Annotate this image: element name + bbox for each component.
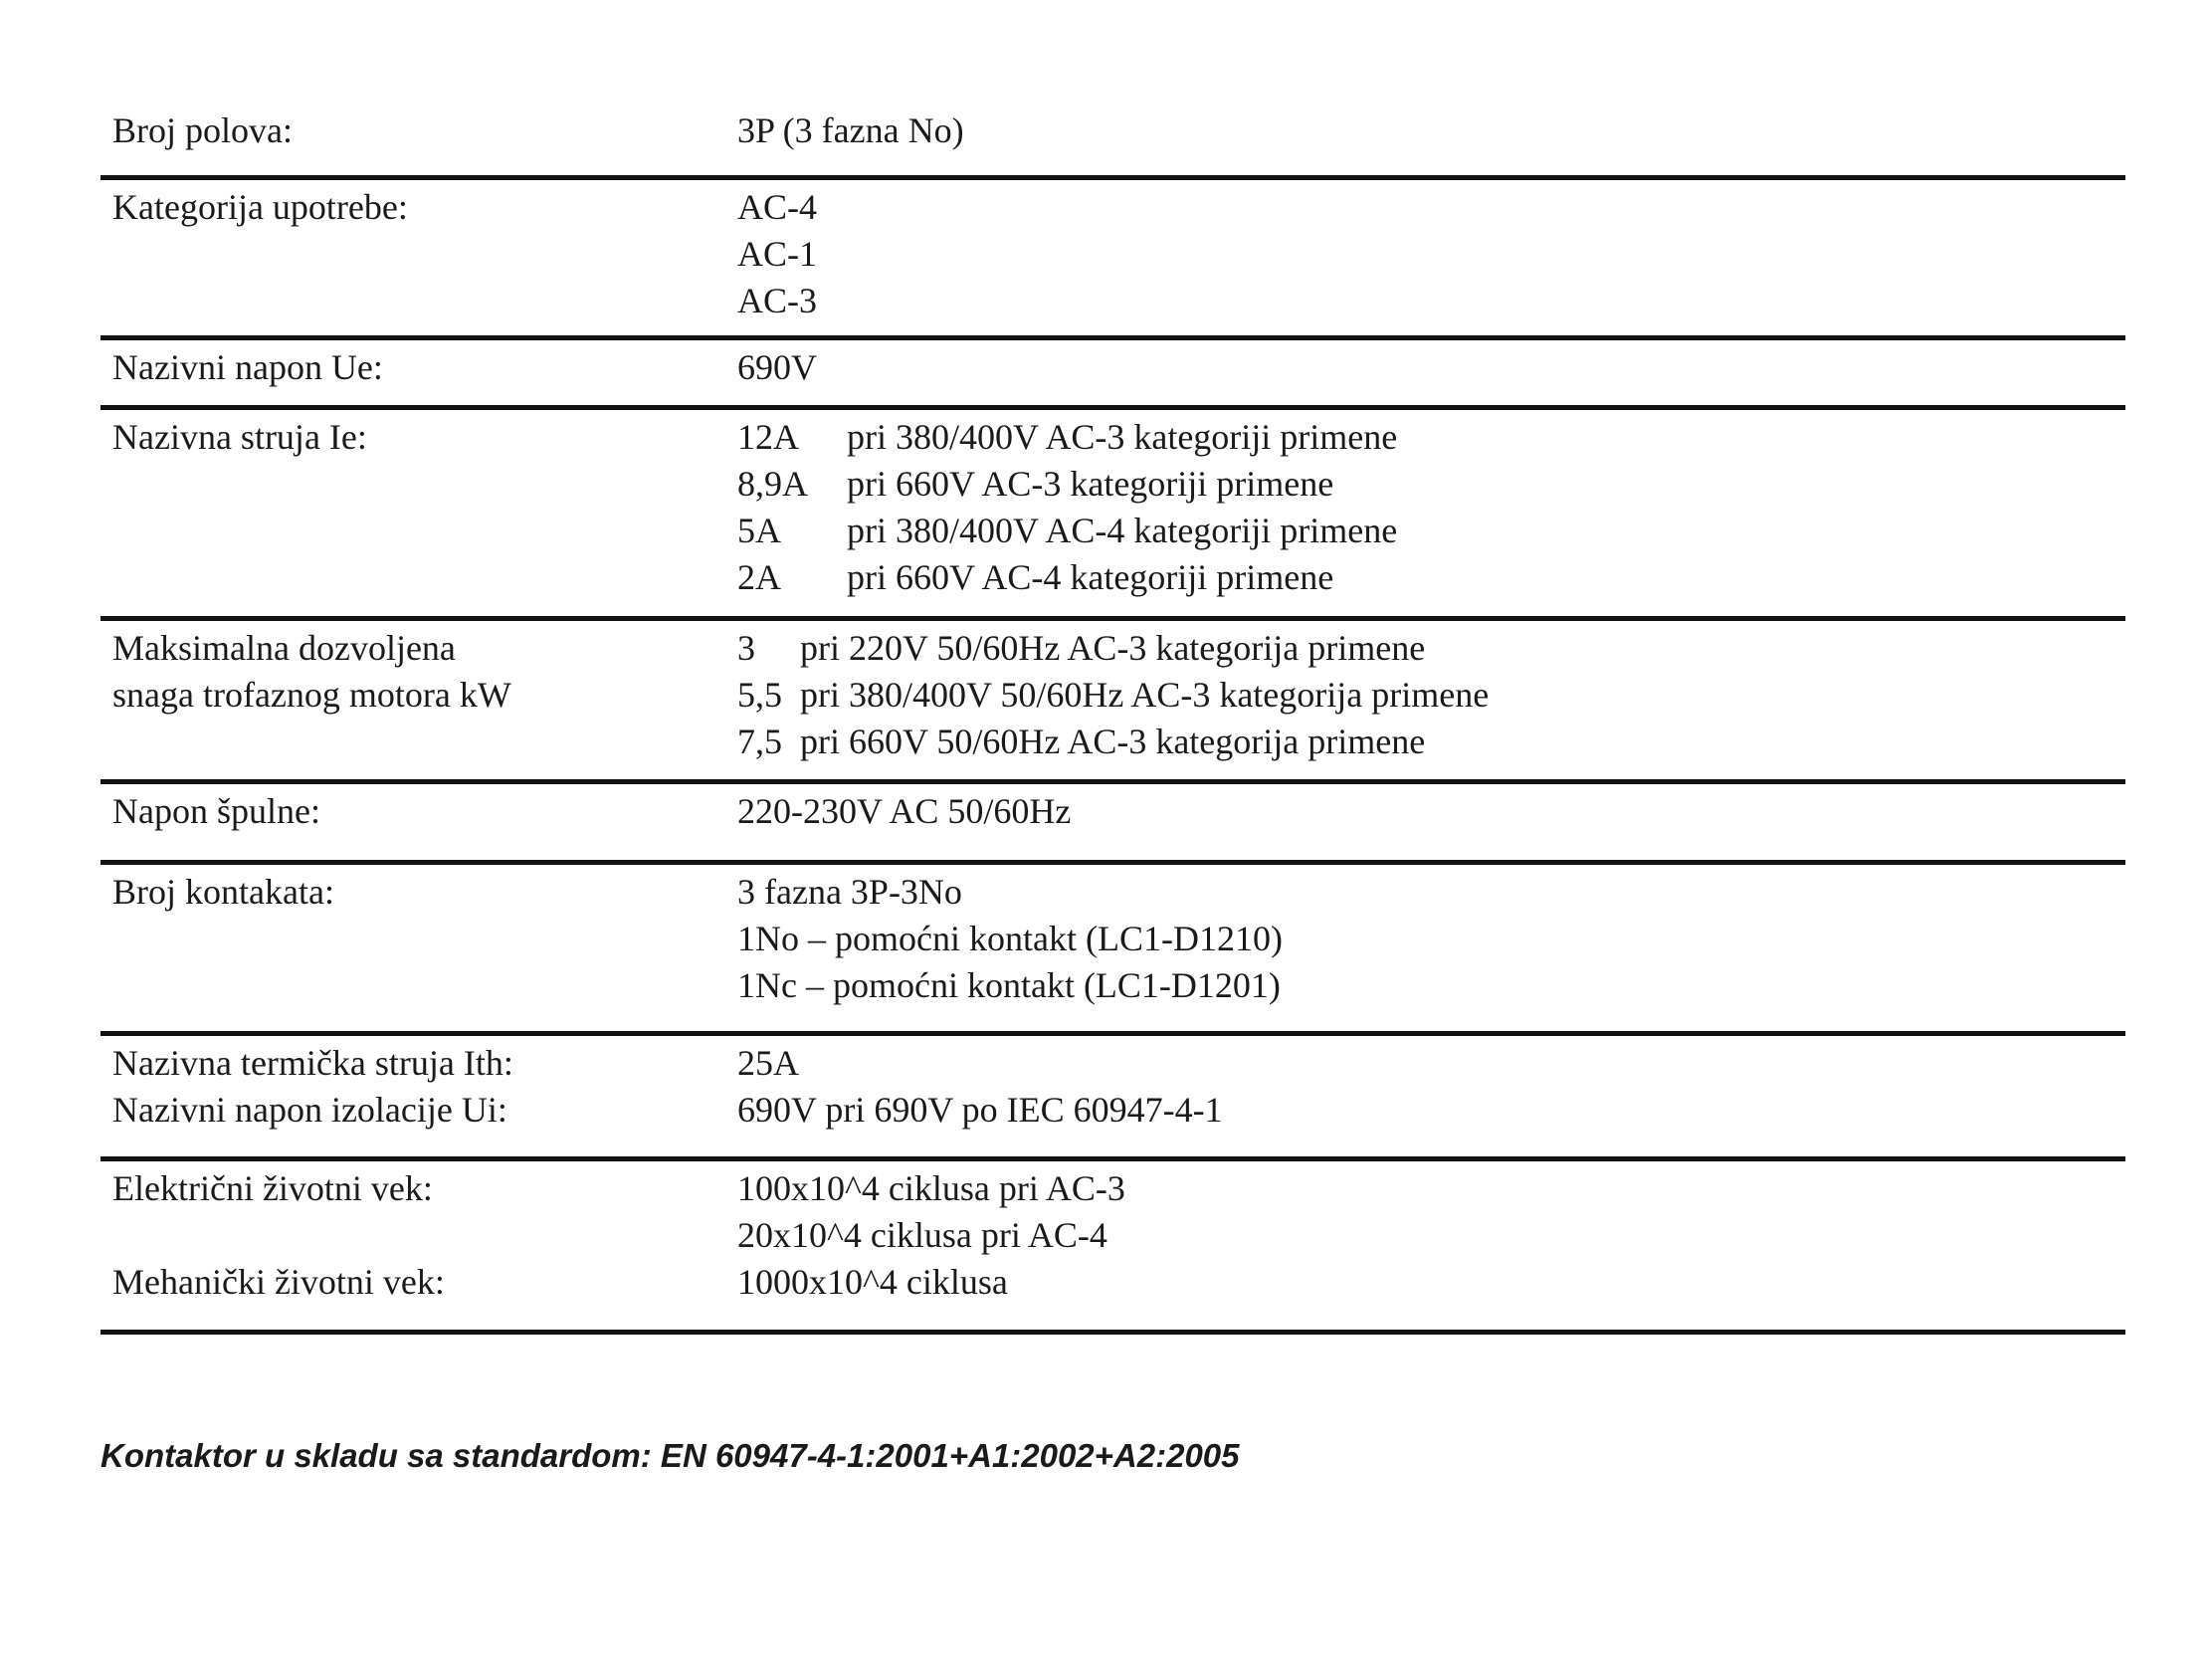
spec-value — [737, 1165, 2125, 1330]
spec-row-thermal-insulation — [101, 1031, 2125, 1156]
spec-row-usage-category — [101, 175, 2125, 335]
spec-value — [737, 107, 2125, 175]
spec-row-poles — [101, 100, 2125, 175]
spec-label — [101, 788, 737, 860]
label-line: Broj polova: — [112, 110, 293, 150]
power-amount: 3 — [737, 628, 755, 668]
spec-label — [101, 414, 737, 616]
spec-label — [101, 107, 737, 175]
spec-label — [101, 1165, 737, 1330]
value-line: 25A — [737, 1043, 799, 1083]
power-amount: 7,5 — [737, 722, 782, 761]
value-line: 20x10^4 ciklusa pri AC-4 — [737, 1215, 1107, 1255]
current-desc: pri 380/400V AC-3 kategoriji primene — [847, 417, 1398, 457]
power-line — [737, 719, 2125, 765]
spec-label — [101, 869, 737, 1031]
current-desc: pri 660V AC-4 kategoriji primene — [847, 557, 1334, 597]
current-line — [737, 461, 2125, 508]
label-line: Nazivna termička struja Ith: — [112, 1043, 513, 1083]
label-line: Mehanički životni vek: — [112, 1262, 445, 1302]
current-amount: 12A — [737, 417, 799, 457]
label-line: Maksimalna dozvoljena — [112, 628, 456, 668]
spec-row-lifespan — [101, 1156, 2125, 1330]
power-desc: pri 220V 50/60Hz AC-3 kategorija primene — [800, 628, 1426, 668]
value-line: AC-1 — [737, 234, 817, 274]
power-amount: 5,5 — [737, 675, 782, 715]
current-amount: 8,9A — [737, 464, 808, 504]
current-amount: 5A — [737, 511, 781, 550]
spec-value — [737, 344, 2125, 405]
value-line: AC-3 — [737, 281, 817, 320]
value-line: 100x10^4 ciklusa pri AC-3 — [737, 1168, 1125, 1208]
power-desc: pri 660V 50/60Hz AC-3 kategorija primene — [800, 722, 1426, 761]
table-bottom-rule — [101, 1330, 2125, 1335]
spec-value — [737, 625, 2125, 779]
value-line: 690V pri 690V po IEC 60947-4-1 — [737, 1090, 1223, 1130]
current-desc: pri 660V AC-3 kategoriji primene — [847, 464, 1334, 504]
spec-row-max-motor-power — [101, 616, 2125, 779]
spec-row-coil-voltage — [101, 779, 2125, 860]
label-line: snaga trofaznog motora kW — [112, 675, 511, 715]
value-line: 1Nc – pomoćni kontakt (LC1-D1201) — [737, 965, 1281, 1005]
label-line: Nazivni napon izolacije Ui: — [112, 1090, 507, 1130]
value-line: 220-230V AC 50/60Hz — [737, 791, 1072, 831]
standard-compliance-note: Kontaktor u skladu sa standardom: EN 60947-4-1:2001+A1:2002+A2:2005 — [101, 1437, 1240, 1474]
label-line: Kategorija upotrebe: — [112, 187, 408, 227]
spec-row-contacts — [101, 860, 2125, 1031]
value-line: 3P (3 fazna No) — [737, 110, 964, 150]
current-amount: 2A — [737, 557, 781, 597]
spec-label — [101, 1040, 737, 1156]
spec-value — [737, 1040, 2125, 1156]
value-line: 3 fazna 3P-3No — [737, 872, 962, 912]
power-line — [737, 672, 2125, 719]
spec-row-rated-current — [101, 405, 2125, 616]
spec-row-rated-voltage — [101, 335, 2125, 405]
label-line: Broj kontakata: — [112, 872, 334, 912]
spec-label — [101, 625, 737, 779]
label-line: Nazivni napon Ue: — [112, 347, 383, 387]
label-line-spacer — [112, 1212, 737, 1259]
spec-value — [737, 869, 2125, 1031]
current-line — [737, 508, 2125, 554]
value-line: 1000x10^4 ciklusa — [737, 1262, 1008, 1302]
power-desc: pri 380/400V 50/60Hz AC-3 kategorija primene — [800, 675, 1490, 715]
value-line: 1No – pomoćni kontakt (LC1-D1210) — [737, 919, 1283, 958]
power-line — [737, 625, 2125, 672]
spec-label — [101, 344, 737, 405]
current-line — [737, 554, 2125, 601]
label-line: Električni životni vek: — [112, 1168, 433, 1208]
current-desc: pri 380/400V AC-4 kategoriji primene — [847, 511, 1398, 550]
spec-value — [737, 788, 2125, 860]
spec-value — [737, 184, 2125, 335]
label-line: Nazivna struja Ie: — [112, 417, 367, 457]
label-line: Napon špulne: — [112, 791, 320, 831]
spec-label — [101, 184, 737, 335]
value-line: 690V — [737, 347, 817, 387]
spec-table — [101, 100, 2125, 1335]
spec-value — [737, 414, 2125, 616]
current-line — [737, 414, 2125, 461]
value-line: AC-4 — [737, 187, 817, 227]
